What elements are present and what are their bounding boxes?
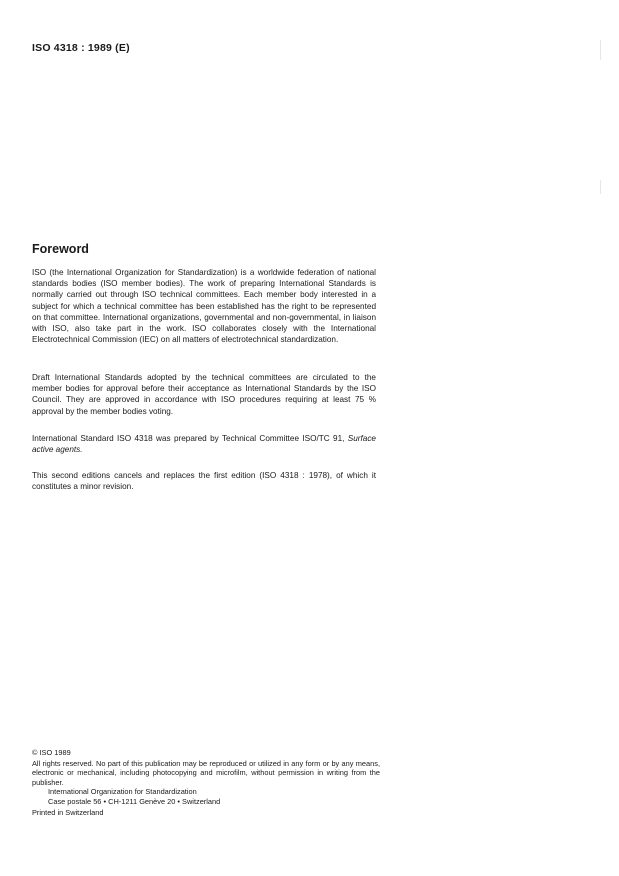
foreword-paragraph-4: This second editions cancels and replaces the first edition (ISO 4318 : 1978), of which it constitutes a minor revision. [32,471,376,492]
printed-location: Printed in Switzerland [32,807,104,817]
scan-edge-mark [600,40,601,60]
foreword-paragraph-3 [32,433,376,455]
copyright-footer [32,748,380,817]
committee-subject: Surface active agents. [32,434,376,455]
foreword-paragraph-2: Draft International Standards adopted by the technical committees are circulated to the member bodies for approval before their acceptance as International Standards by the ISO Council. They are approved in accordance with ISO procedures requiring at least 75 % approval by the member bodies voting. [32,373,376,416]
publisher-name: International Organization for Standardization [48,787,197,797]
foreword-title: Foreword [32,242,89,256]
document-header: ISO 4318 : 1989 (E) [32,42,130,54]
committee-statement: International Standard ISO 4318 was prepared by Technical Committee ISO/TC 91, [32,434,345,443]
scan-edge-mark [600,180,601,194]
rights-statement: All rights reserved. No part of this publication may be reproduced or utilized in any form or by any means, electronic or mechanical, including photocopying and microfilm, without permission in writing from the publisher. [32,758,380,787]
publisher-address: Case postale 56 • CH-1211 Genève 20 • Switzerland [48,796,221,806]
foreword-paragraph-1: ISO (the International Organization for Standardization) is a worldwide federation of national standards bodies (ISO member bodies). The work of preparing International Standards is normally carried out through ISO technical committees. Each member body interested in a subject for which a technical committee has been established has the right to be represented on that committee. International organizations, governmental and non-governmental, in liaison with ISO, also take part in the work. ISO collaborates closely with the International Electrotechnical Commission (IEC) on all matters of electrotechnical standardization. [32,268,376,345]
copyright-line: © ISO 1989 [32,748,71,757]
